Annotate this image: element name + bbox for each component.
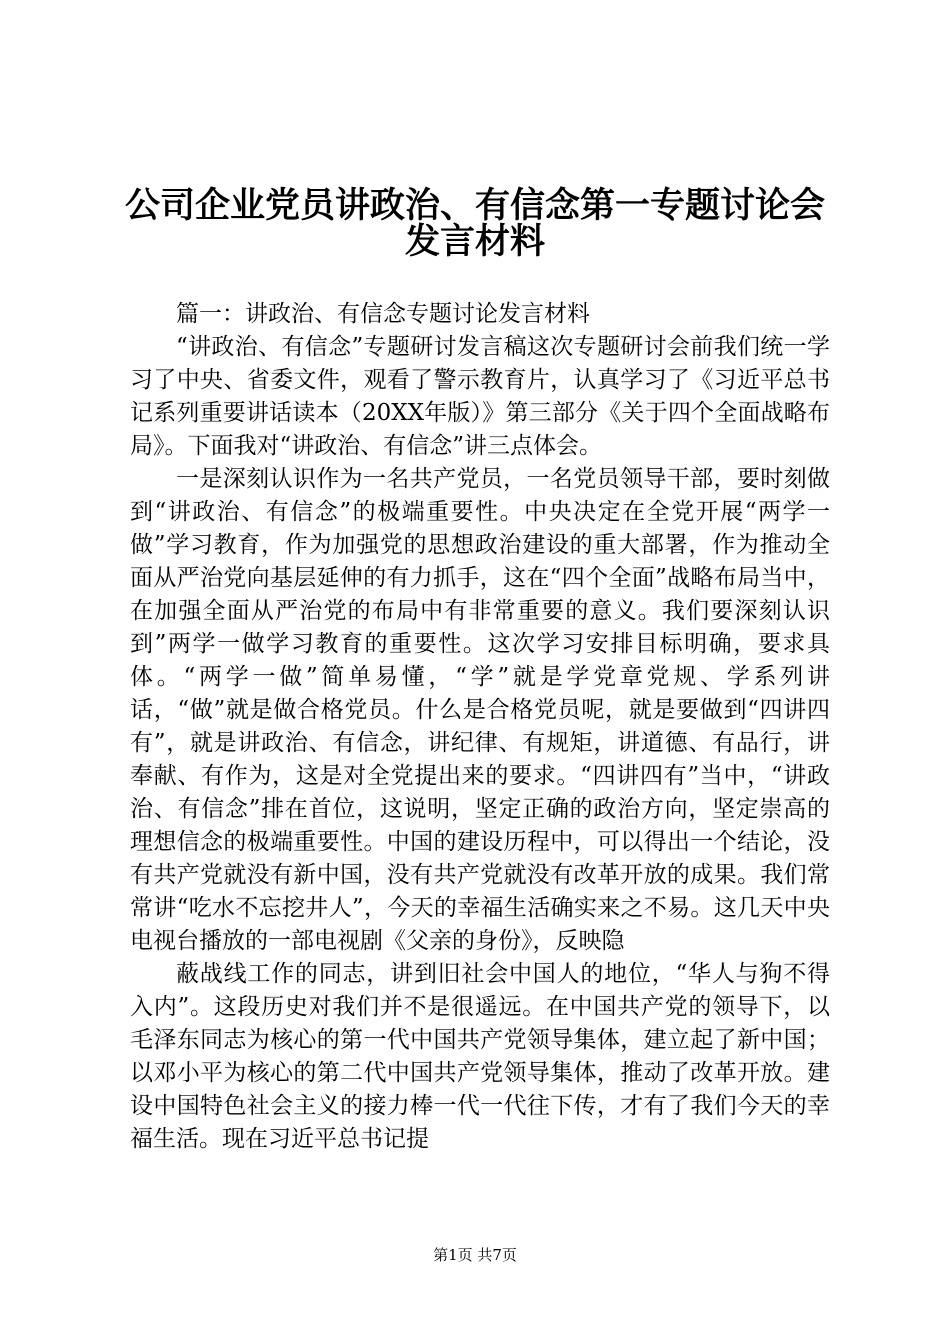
paragraph: 一是深刻认识作为一名共产党员，一名党员领导干部，要时刻做到“讲政治、有信念”的极端重要性。中央决定在全党开展“两学一做”学习教育，作为加强党的思想政治建设的重大部署，作为推动全面从严治党向基层延伸的有力抓手，这在“四个全面”战略布局当中，在加强全面从严治党的布局中有非常重要的意义。我们要深刻认识到”两学一做学习教育的重要性。这次学习安排目标明确，要求具体。“两学一做”简单易懂，“学”就是学党章党规、学系列讲话，“做”就是做合格党员。什么是合格党员呢，就是要做到“四讲四有”，就是讲政治、有信念，讲纪律、有规矩，讲道德、有品行，讲奉献、有作为，这是对全党提出来的要求。“四讲四有”当中，“讲政治、有信念”排在首位，这说明，坚定正确的政治方向，坚定崇高的理想信念的极端重要性。中国的建设历程中，可以得出一个结论，没有共产党就没有新中国，没有共产党就没有改革开放的成果。我们常常讲“吃水不忘挖井人”，今天的幸福生活确实来之不易。这几天中央电视台播放的一部电视剧《父亲的身份》，反映隐 bbox=[130, 466, 830, 954]
paragraph: 蔽战线工作的同志，讲到旧社会中国人的地位，“华人与狗不得入内”。这段历史对我们并不是很遥远。在中国共产党的领导下，以毛泽东同志为核心的第一代中国共产党领导集体，建立起了新中国；以邓小平为核心的第二代中国共产党领导集体，推动了改革开放。建设中国特色社会主义的接力棒一代一代往下传，才有了我们今天的幸福生活。现在习近平总书记提 bbox=[130, 961, 830, 1152]
document-title-line-2: 发言材料 bbox=[404, 221, 545, 262]
paragraph: “讲政治、有信念”专题研讨发言稿这次专题研讨会前我们统一学习了中央、省委文件，观看了警示教育片，认真学习了《习近平总书记系列重要讲话读本（20XX年版）》第三部分《关于四个全面战略布局》。下面我对“讲政治、有信念”讲三点体会。 bbox=[130, 334, 830, 459]
document-body bbox=[130, 298, 830, 1156]
section-heading: 篇一：讲政治、有信念专题讨论发言材料 bbox=[176, 301, 590, 327]
document-title-line-1: 公司企业党员讲政治、有信念第一专题讨论会 bbox=[124, 185, 825, 226]
page-footer: 第1页 共7页 bbox=[433, 1246, 517, 1264]
